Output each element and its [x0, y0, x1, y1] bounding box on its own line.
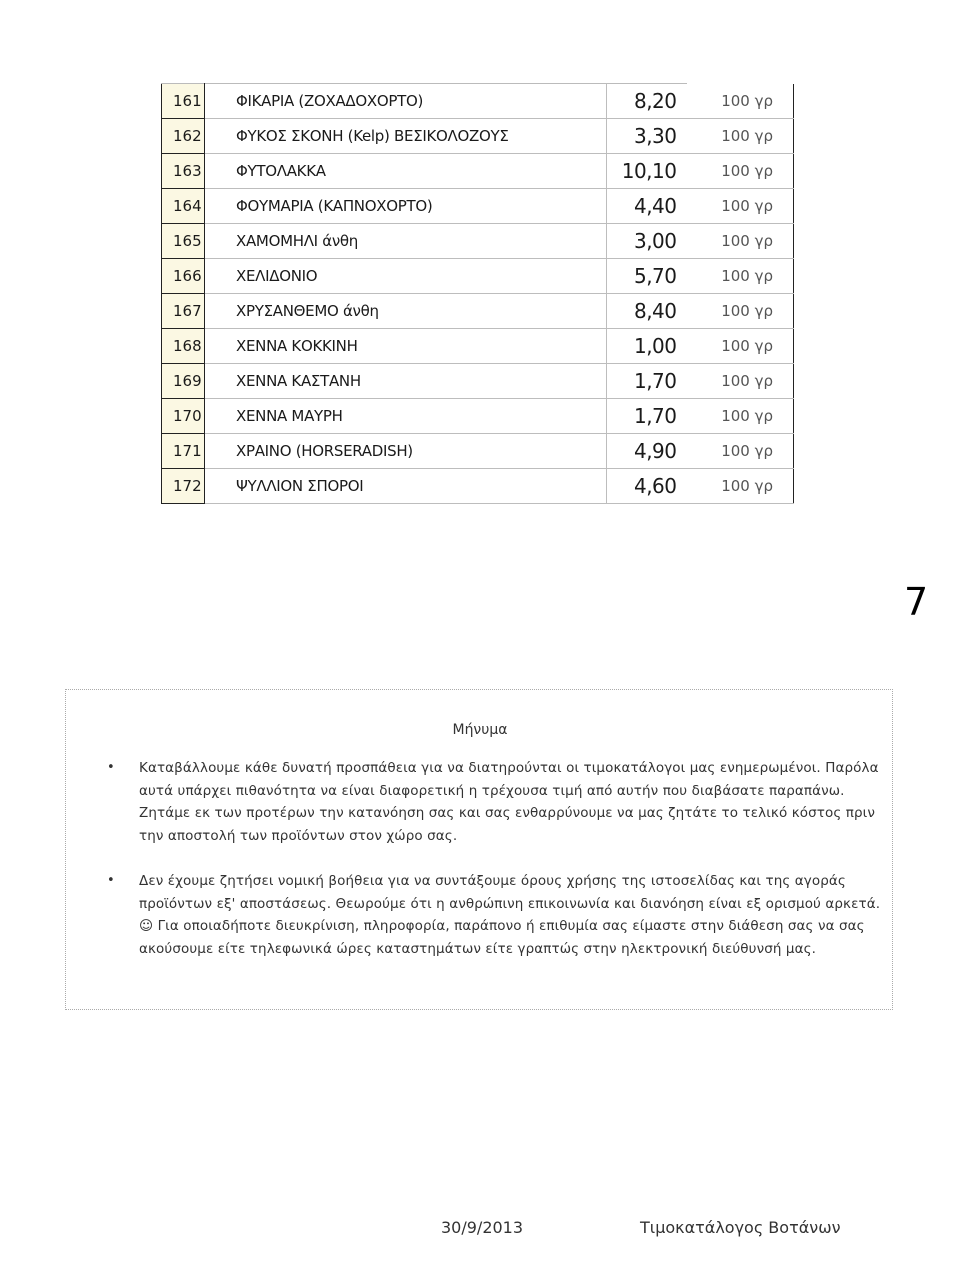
table-row: [162, 154, 794, 189]
footer-date: 30/9/2013: [441, 1218, 524, 1237]
notice-paragraph-terms-text: Δεν έχουμε ζητήσει νομική βοήθεια για να συντάξουμε όρους χρήσης της ιστοσελίδας και της αγοράς προϊόντων εξ' αποστάσεως. Θεωρούμε ότι η ανθρώπινη επικοινωνία και διανόηση είναι εξ ορισμού αρκετά. ☺ Για οποιαδήποτε διευκρίνιση, πληροφορία, παράπονο ή επιθυμία σας είμαστε στην διάθεση σας να σας ακούσουμε είτε τηλεφωνικά ώρες καταστημάτων είτε γραπτώς στην ηλεκτρονική διεύθυνσή μας.: [139, 873, 881, 957]
item-unit: 100 γρ: [687, 294, 794, 329]
item-number: 165: [162, 224, 205, 259]
item-price: 1,00: [607, 329, 687, 364]
item-name: ΨΥΛΛΙΟΝ ΣΠΟΡΟΙ: [205, 469, 607, 504]
table-row: [162, 434, 794, 469]
table-row: [162, 189, 794, 224]
item-unit: 100 γρ: [687, 119, 794, 154]
item-name: ΧΕΛΙΔΟΝΙΟ: [205, 259, 607, 294]
item-unit: 100 γρ: [687, 154, 794, 189]
item-price: 3,30: [607, 119, 687, 154]
item-number: 169: [162, 364, 205, 399]
price-table-body: [162, 84, 794, 504]
item-name: ΧΕΝΝΑ ΜΑΥΡΗ: [205, 399, 607, 434]
item-price: 5,70: [607, 259, 687, 294]
notice-paragraph-accuracy-text: Καταβάλλουμε κάθε δυνατή προσπάθεια για να διατηρούνται οι τιμοκατάλογοι μας ενημερωμένοι. Παρόλα αυτά υπάρχει πιθανότητα να είναι διαφορετική η τρέχουσα τιμή από αυτήν που διαβάσατε παραπάνω. Ζητάμε εκ των προτέρων την κατανόηση σας και σας ενθαρρύνουμε να μας ζητάτε το τελικό κόστος πριν την αποστολή των προϊόντων στον χώρο σας.: [139, 760, 879, 844]
bullet-icon: •: [107, 760, 115, 775]
table-row: [162, 364, 794, 399]
notice-title: Μήνυμα: [452, 722, 508, 738]
table-row: [162, 469, 794, 504]
table-row: [162, 259, 794, 294]
table-row: [162, 84, 794, 119]
item-unit: 100 γρ: [687, 469, 794, 504]
table-row: [162, 224, 794, 259]
item-unit: 100 γρ: [687, 364, 794, 399]
item-name: ΧΕΝΝΑ ΚΑΣΤΑΝΗ: [205, 364, 607, 399]
item-unit: 100 γρ: [687, 224, 794, 259]
notice-paragraph-accuracy: [107, 757, 884, 847]
item-name: ΦΙΚΑΡΙΑ (ΖΟΧΑΔΟΧΟΡΤΟ): [205, 84, 607, 119]
item-number: 163: [162, 154, 205, 189]
item-number: 167: [162, 294, 205, 329]
item-price: 1,70: [607, 399, 687, 434]
item-unit: 100 γρ: [687, 84, 794, 119]
item-name: ΧΑΜΟΜΗΛΙ άνθη: [205, 224, 607, 259]
item-unit: 100 γρ: [687, 329, 794, 364]
item-number: 162: [162, 119, 205, 154]
item-number: 168: [162, 329, 205, 364]
page-number: 7: [904, 580, 929, 624]
notice-paragraph-terms: [107, 870, 884, 960]
item-price: 4,90: [607, 434, 687, 469]
item-number: 171: [162, 434, 205, 469]
item-price: 4,60: [607, 469, 687, 504]
table-row: [162, 399, 794, 434]
item-name: ΧΕΝΝΑ ΚΟΚΚΙΝΗ: [205, 329, 607, 364]
item-name: ΦΥΚΟΣ ΣΚΟΝΗ (Kelp) ΒΕΣΙΚΟΛΟΖΟΥΣ: [205, 119, 607, 154]
item-price: 4,40: [607, 189, 687, 224]
herb-price-table: [161, 83, 794, 504]
item-unit: 100 γρ: [687, 434, 794, 469]
item-number: 172: [162, 469, 205, 504]
item-price: 10,10: [607, 154, 687, 189]
item-unit: 100 γρ: [687, 189, 794, 224]
footer-title: Τιμοκατάλογος Βοτάνων: [640, 1218, 841, 1237]
item-name: ΦΥΤΟΛΑΚΚΑ: [205, 154, 607, 189]
table-row: [162, 119, 794, 154]
item-number: 164: [162, 189, 205, 224]
item-price: 3,00: [607, 224, 687, 259]
item-number: 170: [162, 399, 205, 434]
item-name: ΧΡΥΣΑΝΘΕΜΟ άνθη: [205, 294, 607, 329]
item-number: 166: [162, 259, 205, 294]
item-name: ΧΡΑΙΝΟ (HORSERADISH): [205, 434, 607, 469]
item-price: 8,40: [607, 294, 687, 329]
item-number: 161: [162, 84, 205, 119]
item-price: 1,70: [607, 364, 687, 399]
item-name: ΦΟΥΜΑΡΙΑ (ΚΑΠΝΟΧΟΡΤΟ): [205, 189, 607, 224]
bullet-icon: •: [107, 873, 115, 888]
notice-box: [65, 689, 893, 1010]
table-row: [162, 329, 794, 364]
item-unit: 100 γρ: [687, 399, 794, 434]
item-price: 8,20: [607, 84, 687, 119]
item-unit: 100 γρ: [687, 259, 794, 294]
table-row: [162, 294, 794, 329]
